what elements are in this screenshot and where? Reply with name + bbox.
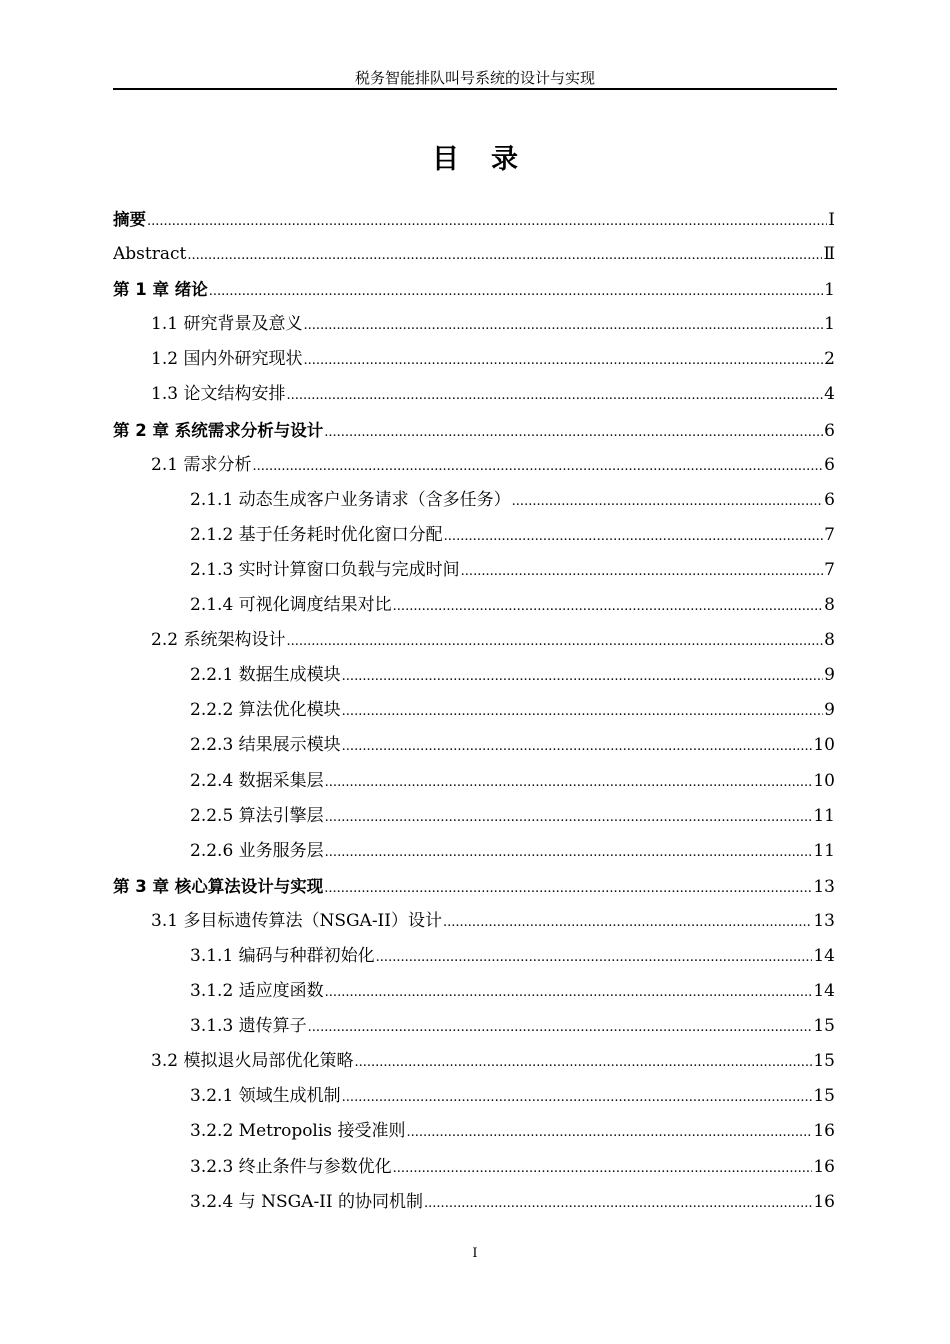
toc-entry-label: 2.2.3 结果展示模块	[190, 735, 341, 756]
toc-entry-label: 第 2 章 系统需求分析与设计	[113, 420, 324, 440]
toc-entry-label: 3.2 模拟退火局部优化策略	[151, 1051, 354, 1072]
toc-entry-label: Abstract	[113, 244, 187, 265]
toc-leader-dots	[324, 414, 823, 448]
toc-entry[interactable]	[113, 693, 835, 728]
toc-entry-label: 3.2.3 终止条件与参数优化	[190, 1156, 392, 1177]
toc-entry[interactable]	[113, 202, 835, 237]
toc-leader-dots	[444, 518, 824, 553]
toc-leader-dots	[393, 588, 824, 623]
toc-entry-page: 1	[824, 314, 835, 335]
toc-entry-label: 3.2.4 与 NSGA-II 的协同机制	[190, 1191, 424, 1212]
toc-entry[interactable]	[113, 448, 835, 483]
toc-entry-page: 9	[824, 665, 835, 686]
toc-entry[interactable]	[113, 483, 835, 518]
toc-leader-dots	[443, 904, 812, 939]
toc-entry-label: 3.1.2 适应度函数	[190, 981, 324, 1002]
toc-entry-label: 2.2.4 数据采集层	[190, 770, 324, 791]
toc-leader-dots	[461, 553, 824, 588]
header-rule	[113, 88, 837, 90]
toc-leader-dots	[187, 237, 822, 272]
toc-entry-page: 14	[813, 981, 835, 1002]
toc-entry-page: 8	[824, 595, 835, 616]
toc-entry-page: 15	[813, 1016, 835, 1037]
toc-entry[interactable]	[113, 518, 835, 553]
toc-entry-page: Ⅰ	[828, 210, 835, 230]
toc-entry[interactable]	[113, 377, 835, 412]
toc-entry-page: 6	[824, 489, 835, 510]
toc-entry-label: 2.1.3 实时计算窗口负载与完成时间	[190, 559, 460, 580]
toc-entry[interactable]	[113, 764, 835, 799]
toc-leader-dots	[325, 764, 813, 799]
toc-leader-dots	[393, 1150, 813, 1185]
toc-entry-page: 6	[824, 454, 835, 475]
toc-entry-label: 3.1.3 遗传算子	[190, 1016, 307, 1037]
toc-entry[interactable]	[113, 272, 835, 307]
toc-leader-dots	[147, 203, 827, 237]
toc-entry[interactable]	[113, 869, 835, 904]
toc-leader-dots	[324, 870, 812, 904]
toc-entry-label: 摘要	[113, 210, 146, 229]
toc-entry[interactable]	[113, 413, 835, 448]
toc-leader-dots	[354, 1044, 812, 1079]
toc-entry-page: 13	[813, 876, 835, 897]
toc-entry-label: 2.2.6 业务服务层	[190, 840, 324, 861]
toc-entry-label: 1.2 国内外研究现状	[151, 349, 303, 370]
toc-leader-dots	[325, 834, 813, 869]
toc-entry-page: 10	[813, 770, 835, 791]
toc-entry[interactable]	[113, 974, 835, 1009]
toc-leader-dots	[286, 623, 823, 658]
toc-leader-dots	[303, 307, 823, 342]
toc-entry-page: 7	[824, 559, 835, 580]
toc-entry[interactable]	[113, 553, 835, 588]
page-number: I	[472, 1246, 478, 1261]
toc-entry-label: 2.1.4 可视化调度结果对比	[190, 595, 392, 616]
toc-entry[interactable]	[113, 939, 835, 974]
toc-entry-page: 8	[824, 630, 835, 651]
toc-entry[interactable]	[113, 588, 835, 623]
toc-entry-page: 13	[813, 910, 835, 931]
toc-entry[interactable]	[113, 342, 835, 377]
toc-entry-label: 3.1 多目标遗传算法（NSGA-II）设计	[151, 910, 442, 931]
toc-entry-page: 2	[824, 349, 835, 370]
toc-entry-label: 2.2.5 算法引擎层	[190, 805, 324, 826]
toc-entry-page: 4	[824, 384, 835, 405]
toc-entry-page: 1	[824, 280, 835, 301]
table-of-contents	[113, 202, 835, 1220]
toc-entry[interactable]	[113, 904, 835, 939]
toc-entry-label: 1.3 论文结构安排	[151, 384, 286, 405]
toc-entry-label: 3.2.1 领域生成机制	[190, 1086, 341, 1107]
toc-entry-label: 3.2.2 Metropolis 接受准则	[190, 1121, 406, 1142]
toc-leader-dots	[325, 799, 813, 834]
toc-entry[interactable]	[113, 1150, 835, 1185]
toc-entry-label: 第 3 章 核心算法设计与实现	[113, 876, 324, 896]
toc-entry[interactable]	[113, 307, 835, 342]
toc-leader-dots	[308, 1009, 813, 1044]
toc-leader-dots	[286, 377, 823, 412]
toc-leader-dots	[406, 1114, 812, 1149]
toc-entry-page: 10	[813, 735, 835, 756]
toc-leader-dots	[252, 448, 823, 483]
toc-entry-page: 14	[813, 945, 835, 966]
toc-entry-page: 15	[813, 1086, 835, 1107]
toc-entry-label: 第 1 章 绪论	[113, 280, 208, 300]
running-header: 税务智能排队叫号系统的设计与实现	[354, 69, 595, 87]
toc-entry-page: 15	[813, 1051, 835, 1072]
toc-entry-page: 16	[813, 1191, 835, 1212]
toc-entry-page: 9	[824, 700, 835, 721]
toc-leader-dots	[325, 974, 813, 1009]
toc-entry-label: 2.2.2 算法优化模块	[190, 700, 341, 721]
toc-leader-dots	[209, 273, 823, 307]
toc-leader-dots	[303, 342, 823, 377]
toc-entry-label: 1.1 研究背景及意义	[151, 314, 303, 335]
toc-entry-page: 7	[824, 524, 835, 545]
toc-entry-page: 11	[813, 840, 835, 861]
toc-entry-page: 6	[824, 420, 835, 441]
toc-entry-label: 3.1.1 编码与种群初始化	[190, 945, 375, 966]
toc-leader-dots	[342, 658, 824, 693]
toc-entry[interactable]	[113, 237, 835, 272]
toc-entry-label: 2.1.1 动态生成客户业务请求（含多任务）	[190, 489, 511, 510]
toc-entry[interactable]	[113, 1114, 835, 1149]
toc-leader-dots	[424, 1185, 812, 1220]
toc-entry-page: 11	[813, 805, 835, 826]
toc-entry-label: 2.2 系统架构设计	[151, 630, 286, 651]
page-title: 目录	[432, 144, 550, 175]
toc-entry[interactable]	[113, 728, 835, 763]
toc-entry-page: 16	[813, 1156, 835, 1177]
toc-entry[interactable]	[113, 834, 835, 869]
toc-entry[interactable]	[113, 1009, 835, 1044]
toc-entry-label: 2.1 需求分析	[151, 454, 252, 475]
toc-entry-label: 2.1.2 基于任务耗时优化窗口分配	[190, 524, 443, 545]
toc-leader-dots	[342, 693, 824, 728]
toc-entry-page: 16	[813, 1121, 835, 1142]
toc-entry[interactable]	[113, 623, 835, 658]
toc-entry[interactable]	[113, 658, 835, 693]
toc-entry[interactable]	[113, 1079, 835, 1114]
toc-entry[interactable]	[113, 1185, 835, 1220]
toc-leader-dots	[342, 1079, 813, 1114]
toc-entry[interactable]	[113, 1044, 835, 1079]
toc-leader-dots	[512, 483, 824, 518]
toc-leader-dots	[342, 728, 813, 763]
toc-leader-dots	[376, 939, 813, 974]
toc-entry-page: Ⅱ	[823, 244, 835, 265]
toc-entry[interactable]	[113, 799, 835, 834]
toc-entry-label: 2.2.1 数据生成模块	[190, 665, 341, 686]
